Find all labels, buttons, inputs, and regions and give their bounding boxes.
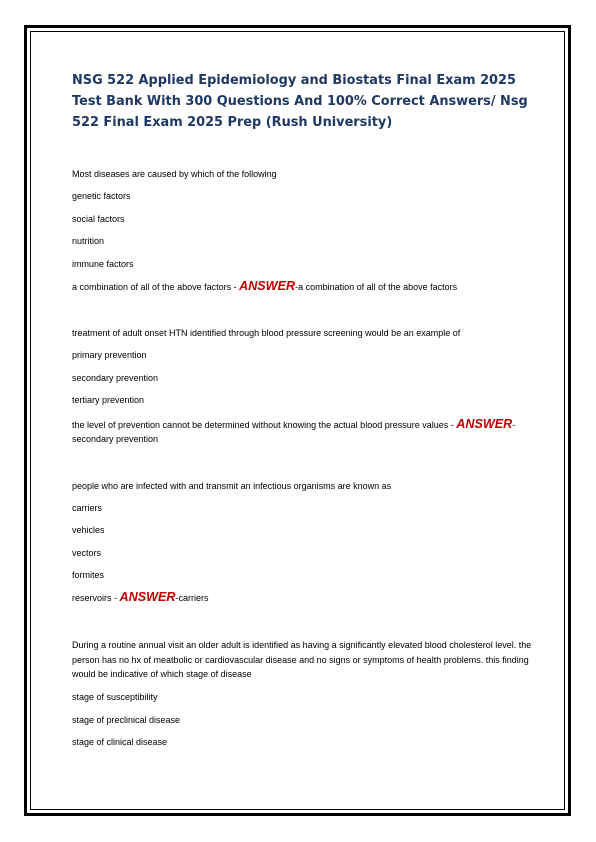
question-block-2 xyxy=(72,327,532,447)
question-block-4 xyxy=(72,638,532,749)
option-last: a combination of all of the above factors - xyxy=(72,281,240,292)
question-block-1 xyxy=(72,168,532,294)
question-stem: people who are infected with and transmit an infectious organisms are known as xyxy=(72,480,392,491)
answer-marker: ANSWER xyxy=(456,416,513,431)
answer-text: -carriers xyxy=(175,593,209,604)
document-body xyxy=(72,70,532,759)
option: nutrition xyxy=(72,236,105,247)
answer-marker: ANSWER xyxy=(119,590,176,605)
option: social factors xyxy=(72,213,125,224)
option: tertiary prevention xyxy=(72,395,145,406)
option: stage of clinical disease xyxy=(72,737,168,748)
option: immune factors xyxy=(72,258,134,269)
option: formites xyxy=(72,570,105,581)
option: genetic factors xyxy=(72,191,131,202)
answer-marker: ANSWER xyxy=(239,278,296,293)
answer-line xyxy=(72,591,532,605)
answer-line xyxy=(72,280,532,294)
answer-text: -a combination of all of the above factors xyxy=(295,281,458,292)
document-title: NSG 522 Applied Epidemiology and Biostats Final Exam 2025 Test Bank With 300 Questions And 100% Correct Answers/ Nsg 522 Final Exam 2025 Prep (Rush University) xyxy=(72,73,528,130)
question-block-3 xyxy=(72,480,532,606)
option-last: reservoirs - xyxy=(72,593,120,604)
question-spacer xyxy=(72,447,532,480)
option: vectors xyxy=(72,547,102,558)
question-stem: treatment of adult onset HTN identified through blood pressure screening would be an example of xyxy=(72,327,461,338)
question-spacer xyxy=(72,294,532,327)
option: stage of susceptibility xyxy=(72,692,158,703)
question-spacer xyxy=(72,605,532,638)
option: primary prevention xyxy=(72,350,147,361)
answer-text: -secondary prevention xyxy=(72,419,516,445)
option: carriers xyxy=(72,502,103,513)
answer-line xyxy=(72,417,532,447)
option: secondary prevention xyxy=(72,372,159,383)
option: stage of preclinical disease xyxy=(72,714,181,725)
option-last: the level of prevention cannot be determined without knowing the actual blood pressure values - xyxy=(72,419,457,430)
question-stem: Most diseases are caused by which of the following xyxy=(72,169,277,179)
option: vehicles xyxy=(72,525,105,536)
question-stem: During a routine annual visit an older adult is identified as having a significantly elevated blood cholesterol level. the person has no hx of meatbolic or cardiovascular disease and no signs or symptoms of health problems. this finding would be indicative of which stage of disease xyxy=(72,640,532,680)
